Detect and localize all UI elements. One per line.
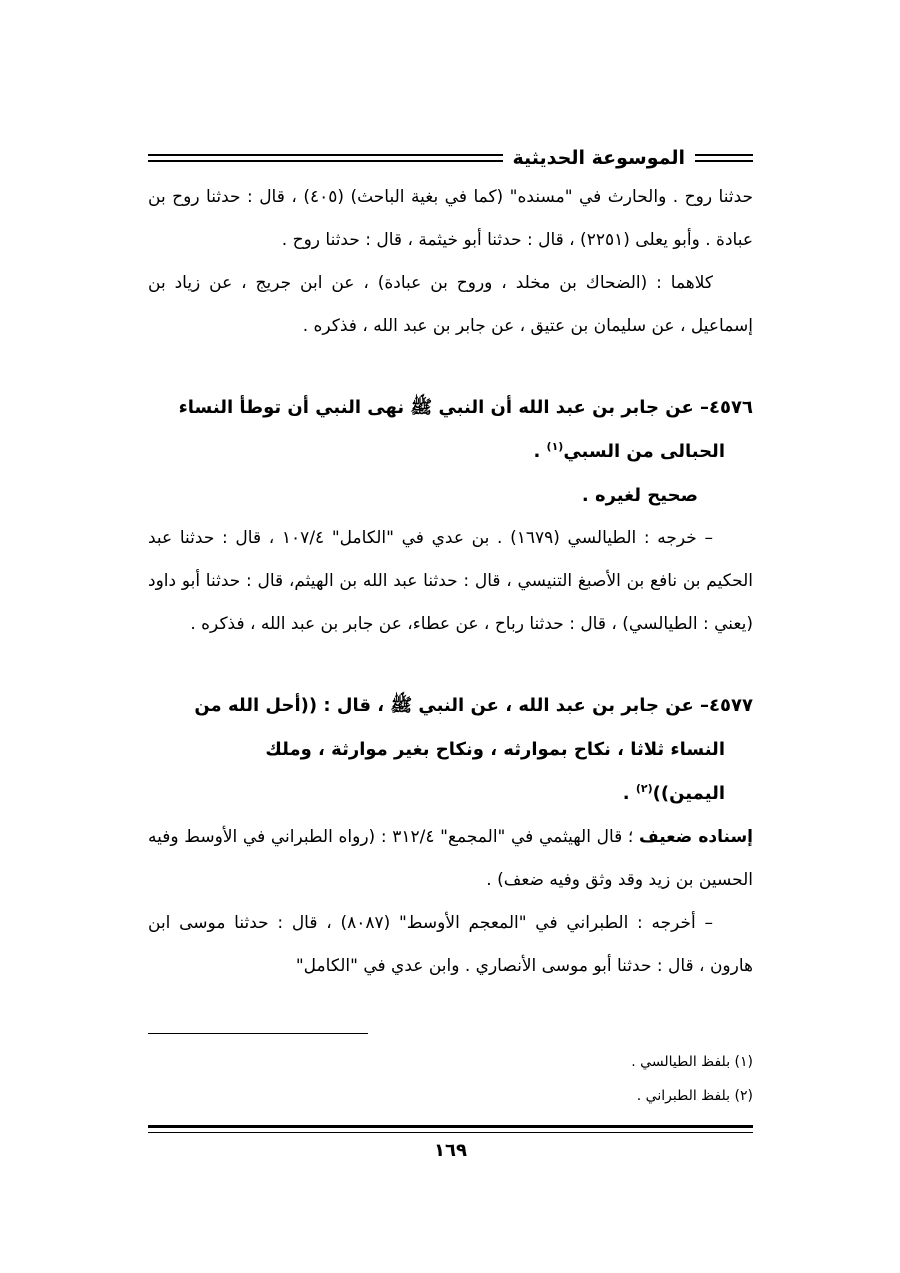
footnote-1: (١) بلفظ الطيالسي .: [631, 1054, 753, 1070]
header-rule-left: [148, 154, 503, 162]
hadith-4576-line-1: ٤٥٧٦– عن جابر بن عبد الله أن النبي ﷺ نهى النبي أن توطأ النساء: [178, 397, 753, 418]
footnote-ref-2[interactable]: (٢): [635, 782, 653, 795]
grade-label: إسناده ضعيف: [639, 827, 754, 847]
intro-paragraph-2: كلاهما : (الضحاك بن مخلد ، وروح بن عبادة) ، عن ابن جريج ، عن زياد بن إسماعيل ، عن سليمان بن عتيق ، عن جابر بن عبد الله ، فذكره .: [148, 273, 753, 336]
hadith-4576-takhrij: – خرجه : الطيالسي (١٦٧٩) . بن عدي في "الكامل" ١٠٧/٤ ، قال : حدثنا عبد الحكيم بن نافع بن الأصبغ التنيسي ، قال : حدثنا عبد الله بن الهيثم، قال : حدثنا أبو داود (يعني : الطيالسي) ، قال : حدثنا رباح ، عن عطاء، عن جابر بن عبد الله ، فذكره .: [148, 528, 753, 634]
footnotes: [148, 1045, 753, 1113]
hadith-4577-line-2: النساء ثلاثا ، نكاح بموارثه ، ونكاح بغير موارثة ، وملك: [265, 739, 725, 760]
book-page: [148, 0, 753, 1273]
footnote-ref-1[interactable]: (١): [546, 440, 564, 453]
running-header: [148, 140, 753, 176]
header-rule-right: [695, 154, 753, 162]
page-number: ١٦٩: [434, 1140, 467, 1161]
grade-detail: ؛ قال الهيثمي في "المجمع" ٣١٢/٤ : (رواه الطبراني في الأوسط وفيه الحسين بن زيد وقد وثق وفيه ضعف) .: [148, 827, 753, 890]
hadith-4577-line-3: اليمين))$^{(٢)}$ .: [622, 782, 725, 804]
hadith-4576-grade: صحيح لغيره .: [581, 485, 698, 506]
page-body: [148, 176, 753, 988]
intro-paragraph-1: حدثنا روح . والحارث في "مسنده" (كما في بغية الباحث) (٤٠٥) ، قال : حدثنا روح بن عبادة . وأبو يعلى (٢٢٥١) ، قال : حدثنا أبو خيثمة ، قال : حدثنا روح .: [148, 187, 753, 250]
footnote-2: (٢) بلفظ الطبراني .: [636, 1088, 753, 1104]
hadith-4576-line-2: الحبالى من السبي$^{(١)}$ .: [533, 440, 725, 462]
footer-rule: [148, 1125, 753, 1133]
hadith-4577-text: [148, 684, 753, 816]
header-title: الموسوعة الحديثية: [512, 147, 685, 169]
hadith-4577-takhrij: – أخرجه : الطبراني في "المعجم الأوسط" (٨٠٨٧) ، قال : حدثنا موسى ابن هارون ، قال : حدثنا أبو موسى الأنصاري . وابن عدي في "الكامل": [148, 913, 753, 976]
footnote-separator: [148, 1033, 368, 1034]
hadith-4576-text: [148, 386, 753, 474]
hadith-4577-grade: [148, 816, 753, 902]
hadith-4577-line-1: ٤٥٧٧– عن جابر بن عبد الله ، عن النبي ﷺ ، قال : ((أحل الله من: [194, 695, 753, 716]
